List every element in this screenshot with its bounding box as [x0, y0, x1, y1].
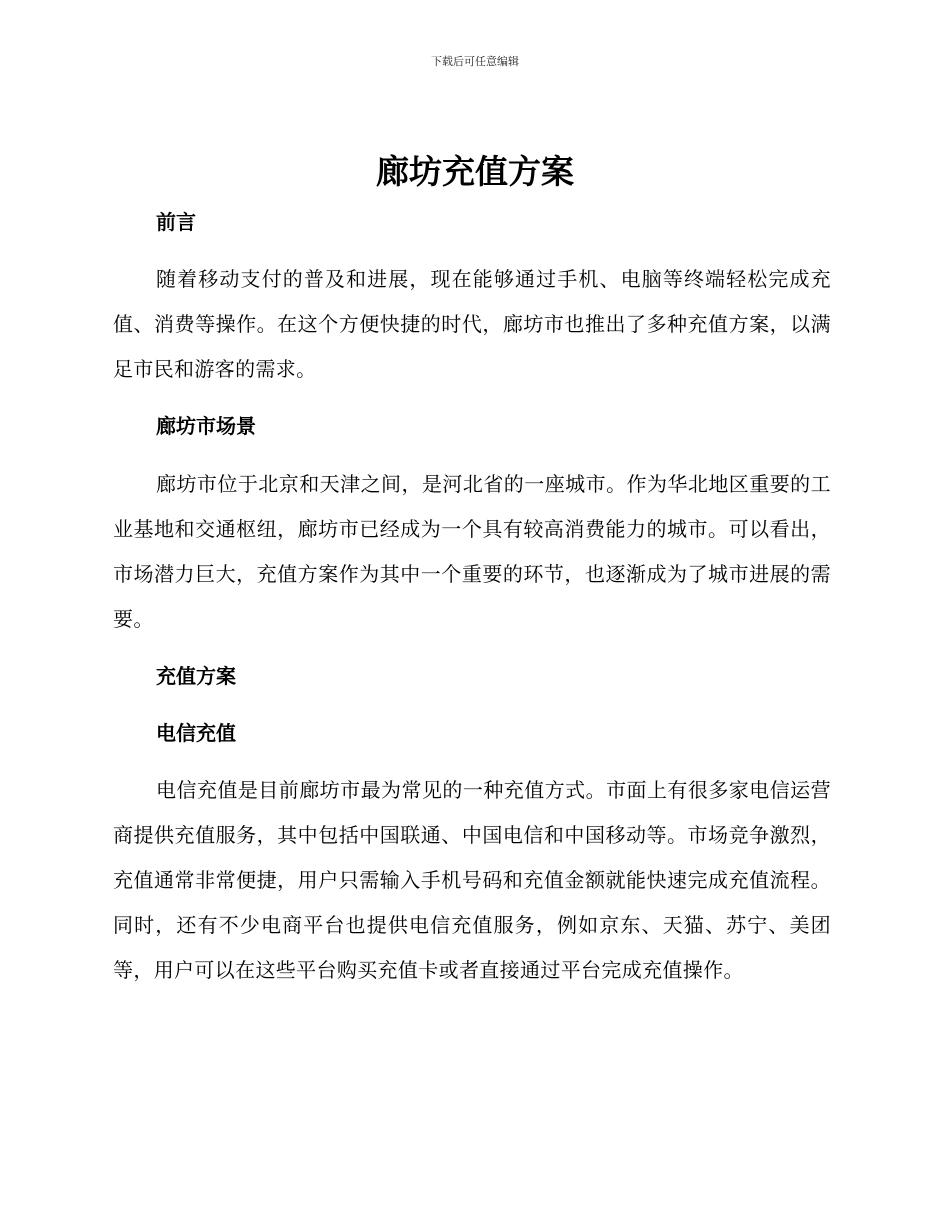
section-heading-intro: 前言 — [156, 210, 196, 234]
section-body-telecom: 电信充值是目前廊坊市最为常见的一种充值方式。市面上有很多家电信运营商提供充值服务，其中包括中国联通、中国电信和中国移动等。市场竞争激烈，充值通常非常便捷，用户只需输入手机号码和充值金额就能快速完成充值流程。同时，还有不少电商平台也提供电信充值服务，例如京东、天猫、苏宁、美团等，用户可以在这些平台购买充值卡或者直接通过平台完成充值操作。 — [113, 778, 831, 982]
section-heading-telecom: 电信充值 — [156, 721, 236, 745]
section-heading-plans: 充值方案 — [156, 664, 236, 688]
page-header-note: 下载后可任意编辑 — [431, 55, 519, 68]
section-body-market: 廊坊市位于北京和天津之间，是河北省的一座城市。作为华北地区重要的工业基地和交通枢纽，廊坊市已经成为一个具有较高消费能力的城市。可以看出，市场潜力巨大，充值方案作为其中一个重要的环节，也逐渐成为了城市进展的需要。 — [113, 472, 831, 631]
section-body-intro: 随着移动支付的普及和进展，现在能够通过手机、电脑等终端轻松完成充值、消费等操作。在这个方便快捷的时代，廊坊市也推出了多种充值方案，以满足市民和游客的需求。 — [113, 267, 831, 381]
document-title: 廊坊充值方案 — [376, 152, 574, 191]
section-heading-market: 廊坊市场景 — [156, 414, 256, 438]
